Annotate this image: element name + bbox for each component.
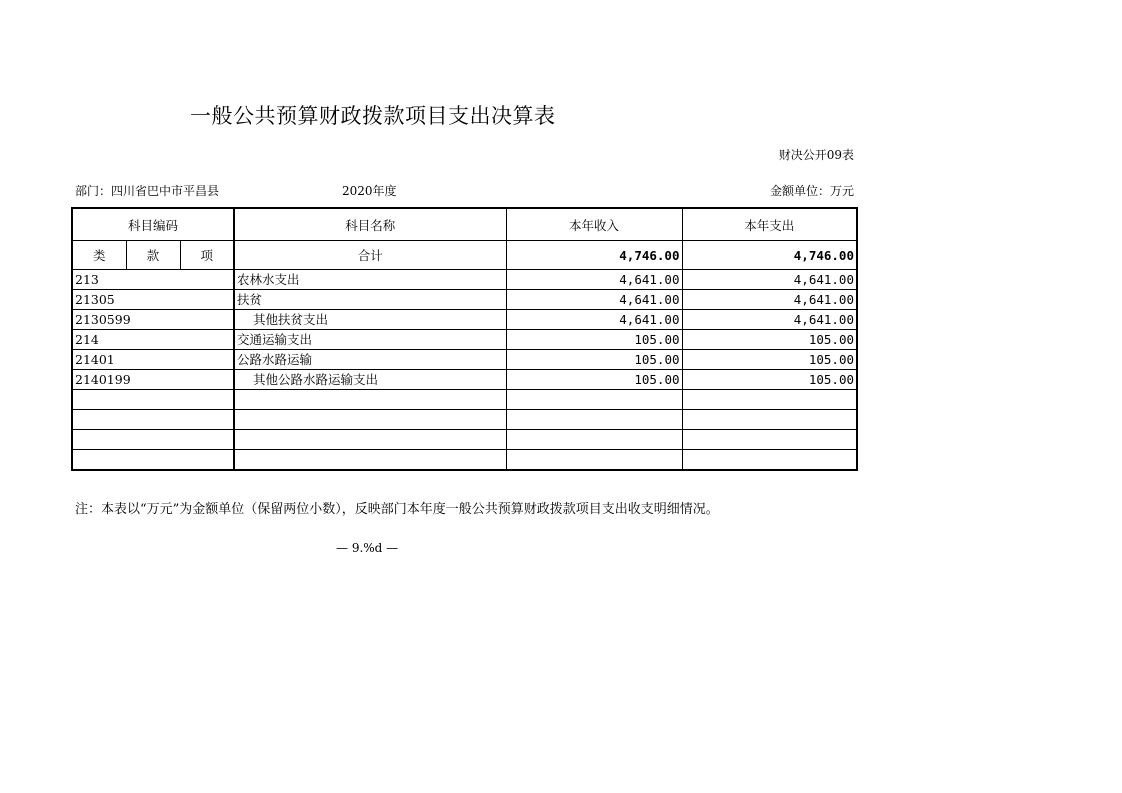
page-number: — 9.%d — <box>336 541 399 555</box>
year-label: 2020年度 <box>342 184 397 198</box>
empty-cell <box>506 450 682 471</box>
row-income: 105.00 <box>506 370 682 390</box>
total-income: 4,746.00 <box>506 241 682 270</box>
row-name: 公路水路运输 <box>234 350 506 370</box>
table-row <box>72 270 857 290</box>
row-income: 4,641.00 <box>506 270 682 290</box>
empty-cell <box>682 410 857 430</box>
empty-cell <box>506 430 682 450</box>
row-code: 21305 <box>72 290 234 310</box>
table-row <box>72 350 857 370</box>
header-xiang: 项 <box>180 241 234 270</box>
empty-cell <box>234 430 506 450</box>
empty-row <box>72 390 857 410</box>
page-title: 一般公共预算财政拨款项目支出决算表 <box>190 104 556 128</box>
empty-row <box>72 410 857 430</box>
row-name: 其他扶贫支出 <box>234 310 506 330</box>
row-name: 其他公路水路运输支出 <box>234 370 506 390</box>
empty-cell <box>506 410 682 430</box>
amount-unit-label: 金额单位：万元 <box>769 184 854 198</box>
empty-cell <box>234 410 506 430</box>
total-expense: 4,746.00 <box>682 241 857 270</box>
row-name: 扶贫 <box>234 290 506 310</box>
header-lei: 类 <box>72 241 126 270</box>
row-name: 交通运输支出 <box>234 330 506 350</box>
footnote: 注：本表以“万元”为金额单位（保留两位小数），反映部门本年度一般公共预算财政拨款项目支出收支明细情况。 <box>75 502 719 517</box>
empty-cell <box>72 450 234 471</box>
row-code: 21401 <box>72 350 234 370</box>
table-row <box>72 290 857 310</box>
row-expense: 4,641.00 <box>682 270 857 290</box>
table-row <box>72 370 857 390</box>
row-expense: 105.00 <box>682 350 857 370</box>
row-expense: 4,641.00 <box>682 310 857 330</box>
row-income: 105.00 <box>506 330 682 350</box>
empty-cell <box>234 450 506 471</box>
row-income: 4,641.00 <box>506 310 682 330</box>
header-kuan: 款 <box>126 241 180 270</box>
empty-cell <box>72 410 234 430</box>
empty-cell <box>506 390 682 410</box>
empty-row <box>72 430 857 450</box>
row-code: 213 <box>72 270 234 290</box>
row-code: 2140199 <box>72 370 234 390</box>
department-label: 部门：四川省巴中市平昌县 <box>75 184 220 198</box>
row-name: 农林水支出 <box>234 270 506 290</box>
row-income: 105.00 <box>506 350 682 370</box>
header-subject-code: 科目编码 <box>72 208 234 241</box>
form-code: 财决公开09表 <box>778 148 854 162</box>
empty-cell <box>682 450 857 471</box>
row-expense: 105.00 <box>682 370 857 390</box>
empty-cell <box>682 390 857 410</box>
empty-cell <box>682 430 857 450</box>
empty-row <box>72 450 857 471</box>
expenditure-table <box>71 207 858 471</box>
header-expense: 本年支出 <box>682 208 857 241</box>
row-income: 4,641.00 <box>506 290 682 310</box>
empty-cell <box>72 430 234 450</box>
row-expense: 105.00 <box>682 330 857 350</box>
table-row <box>72 330 857 350</box>
total-label: 合计 <box>234 241 506 270</box>
row-expense: 4,641.00 <box>682 290 857 310</box>
row-code: 2130599 <box>72 310 234 330</box>
header-row-1 <box>72 208 857 241</box>
table-row <box>72 310 857 330</box>
empty-cell <box>72 390 234 410</box>
row-code: 214 <box>72 330 234 350</box>
header-subject-name: 科目名称 <box>234 208 506 241</box>
empty-cell <box>234 390 506 410</box>
header-income: 本年收入 <box>506 208 682 241</box>
